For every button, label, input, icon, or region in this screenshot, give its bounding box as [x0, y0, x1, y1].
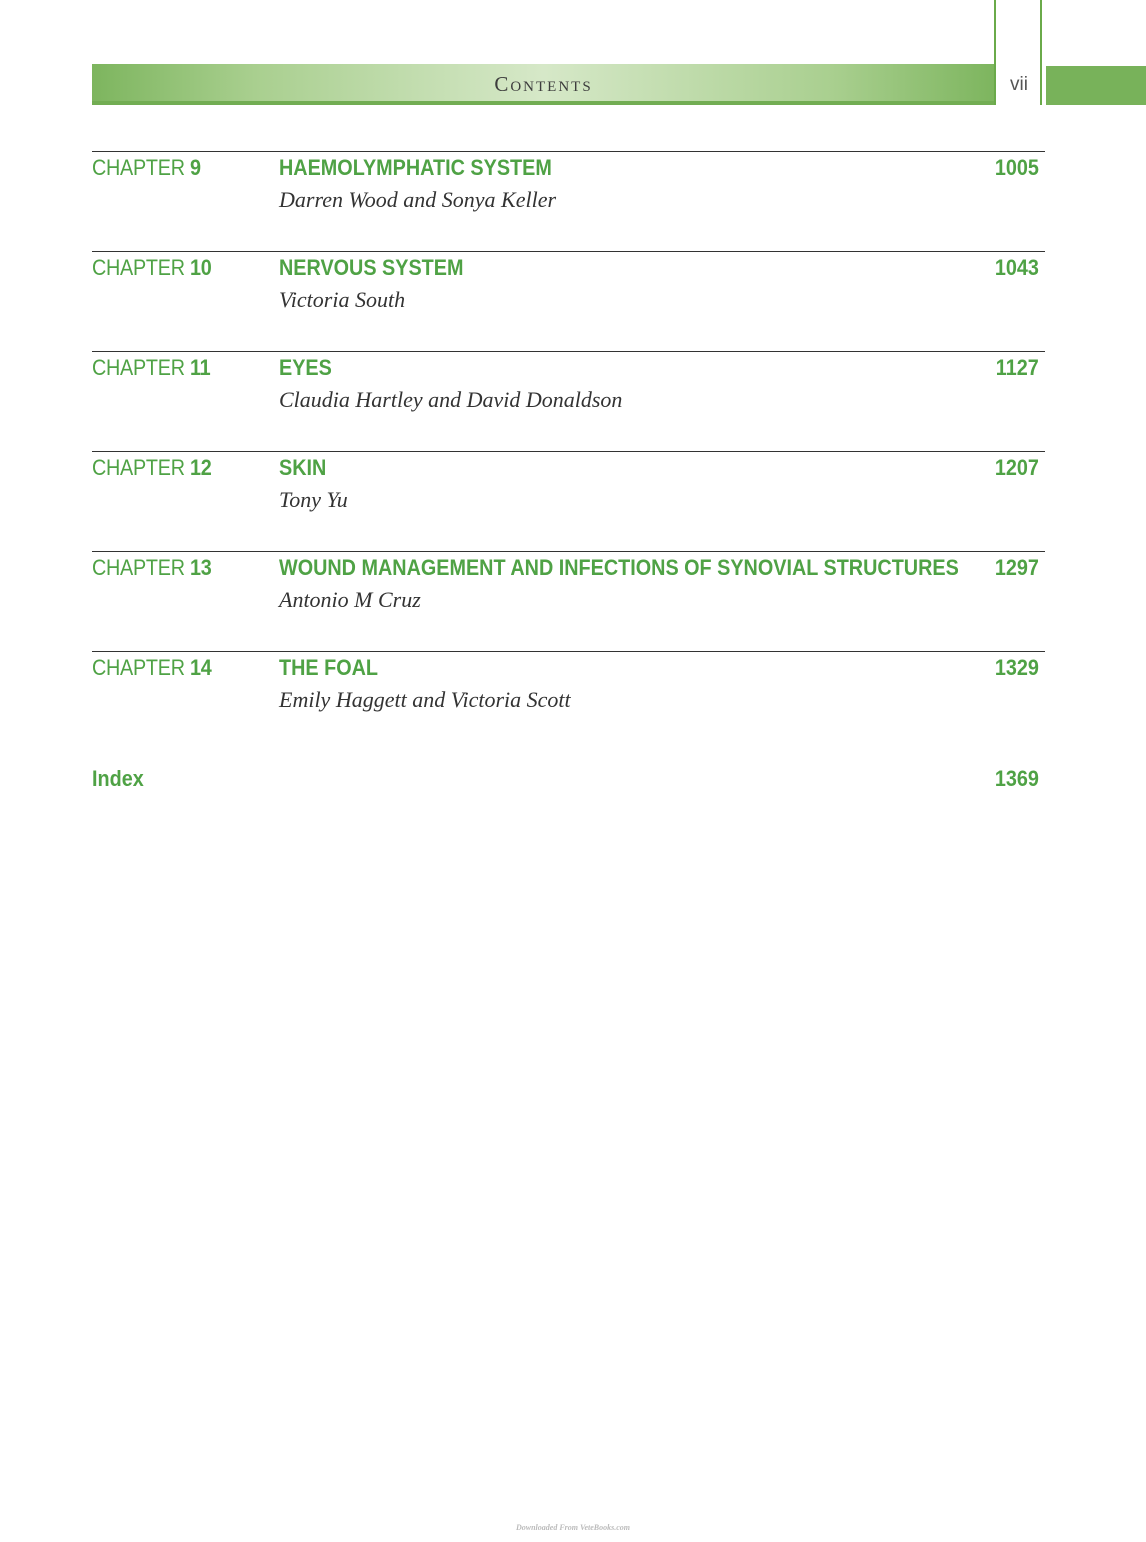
index-page-number: 1369: [994, 766, 1039, 791]
page-title: Contents: [494, 72, 593, 96]
toc-entry-chapter-13[interactable]: [92, 551, 1045, 650]
chapter-page-number: 1207: [994, 455, 1039, 480]
chapter-label: CHAPTER 12: [92, 455, 212, 480]
chapter-title[interactable]: SKIN: [279, 455, 327, 480]
chapter-label: CHAPTER 10: [92, 255, 212, 280]
index-link[interactable]: Index: [92, 766, 144, 791]
chapter-label: CHAPTER 14: [92, 655, 212, 680]
toc-entry-chapter-14[interactable]: [92, 651, 1045, 750]
chapter-page-number: 1005: [994, 155, 1039, 180]
toc-entry-chapter-11[interactable]: [92, 351, 1045, 450]
chapter-label: CHAPTER 11: [92, 355, 211, 380]
chapter-title[interactable]: NERVOUS SYSTEM: [279, 255, 464, 280]
toc-entry-chapter-9[interactable]: [92, 151, 1045, 250]
header-side-band: [1046, 66, 1146, 105]
chapter-title[interactable]: EYES: [279, 355, 332, 380]
chapter-title[interactable]: WOUND MANAGEMENT AND INFECTIONS OF SYNOVIAL STRUCTURES: [279, 555, 959, 580]
chapter-label: CHAPTER 13: [92, 555, 212, 580]
chapter-authors: Emily Haggett and Victoria Scott: [279, 687, 571, 712]
chapter-title[interactable]: HAEMOLYMPHATIC SYSTEM: [279, 155, 552, 180]
chapter-authors: Claudia Hartley and David Donaldson: [279, 387, 623, 412]
chapter-title[interactable]: THE FOAL: [279, 655, 378, 680]
chapter-authors: Victoria South: [279, 287, 406, 312]
chapter-label: CHAPTER 9: [92, 155, 201, 180]
chapter-authors: Darren Wood and Sonya Keller: [279, 187, 557, 212]
chapter-authors: Antonio M Cruz: [279, 587, 421, 612]
toc-entry-chapter-10[interactable]: [92, 251, 1045, 350]
chapter-page-number: 1127: [996, 355, 1039, 380]
chapter-page-number: 1329: [994, 655, 1039, 680]
header-underline: [92, 101, 995, 105]
chapter-authors: Tony Yu: [279, 487, 348, 512]
footer-watermark: Downloaded From VeteBooks.com: [515, 1523, 630, 1532]
toc-entry-chapter-12[interactable]: [92, 451, 1045, 550]
page-number: vii: [1010, 74, 1028, 95]
chapter-page-number: 1043: [994, 255, 1039, 280]
chapter-page-number: 1297: [994, 555, 1039, 580]
